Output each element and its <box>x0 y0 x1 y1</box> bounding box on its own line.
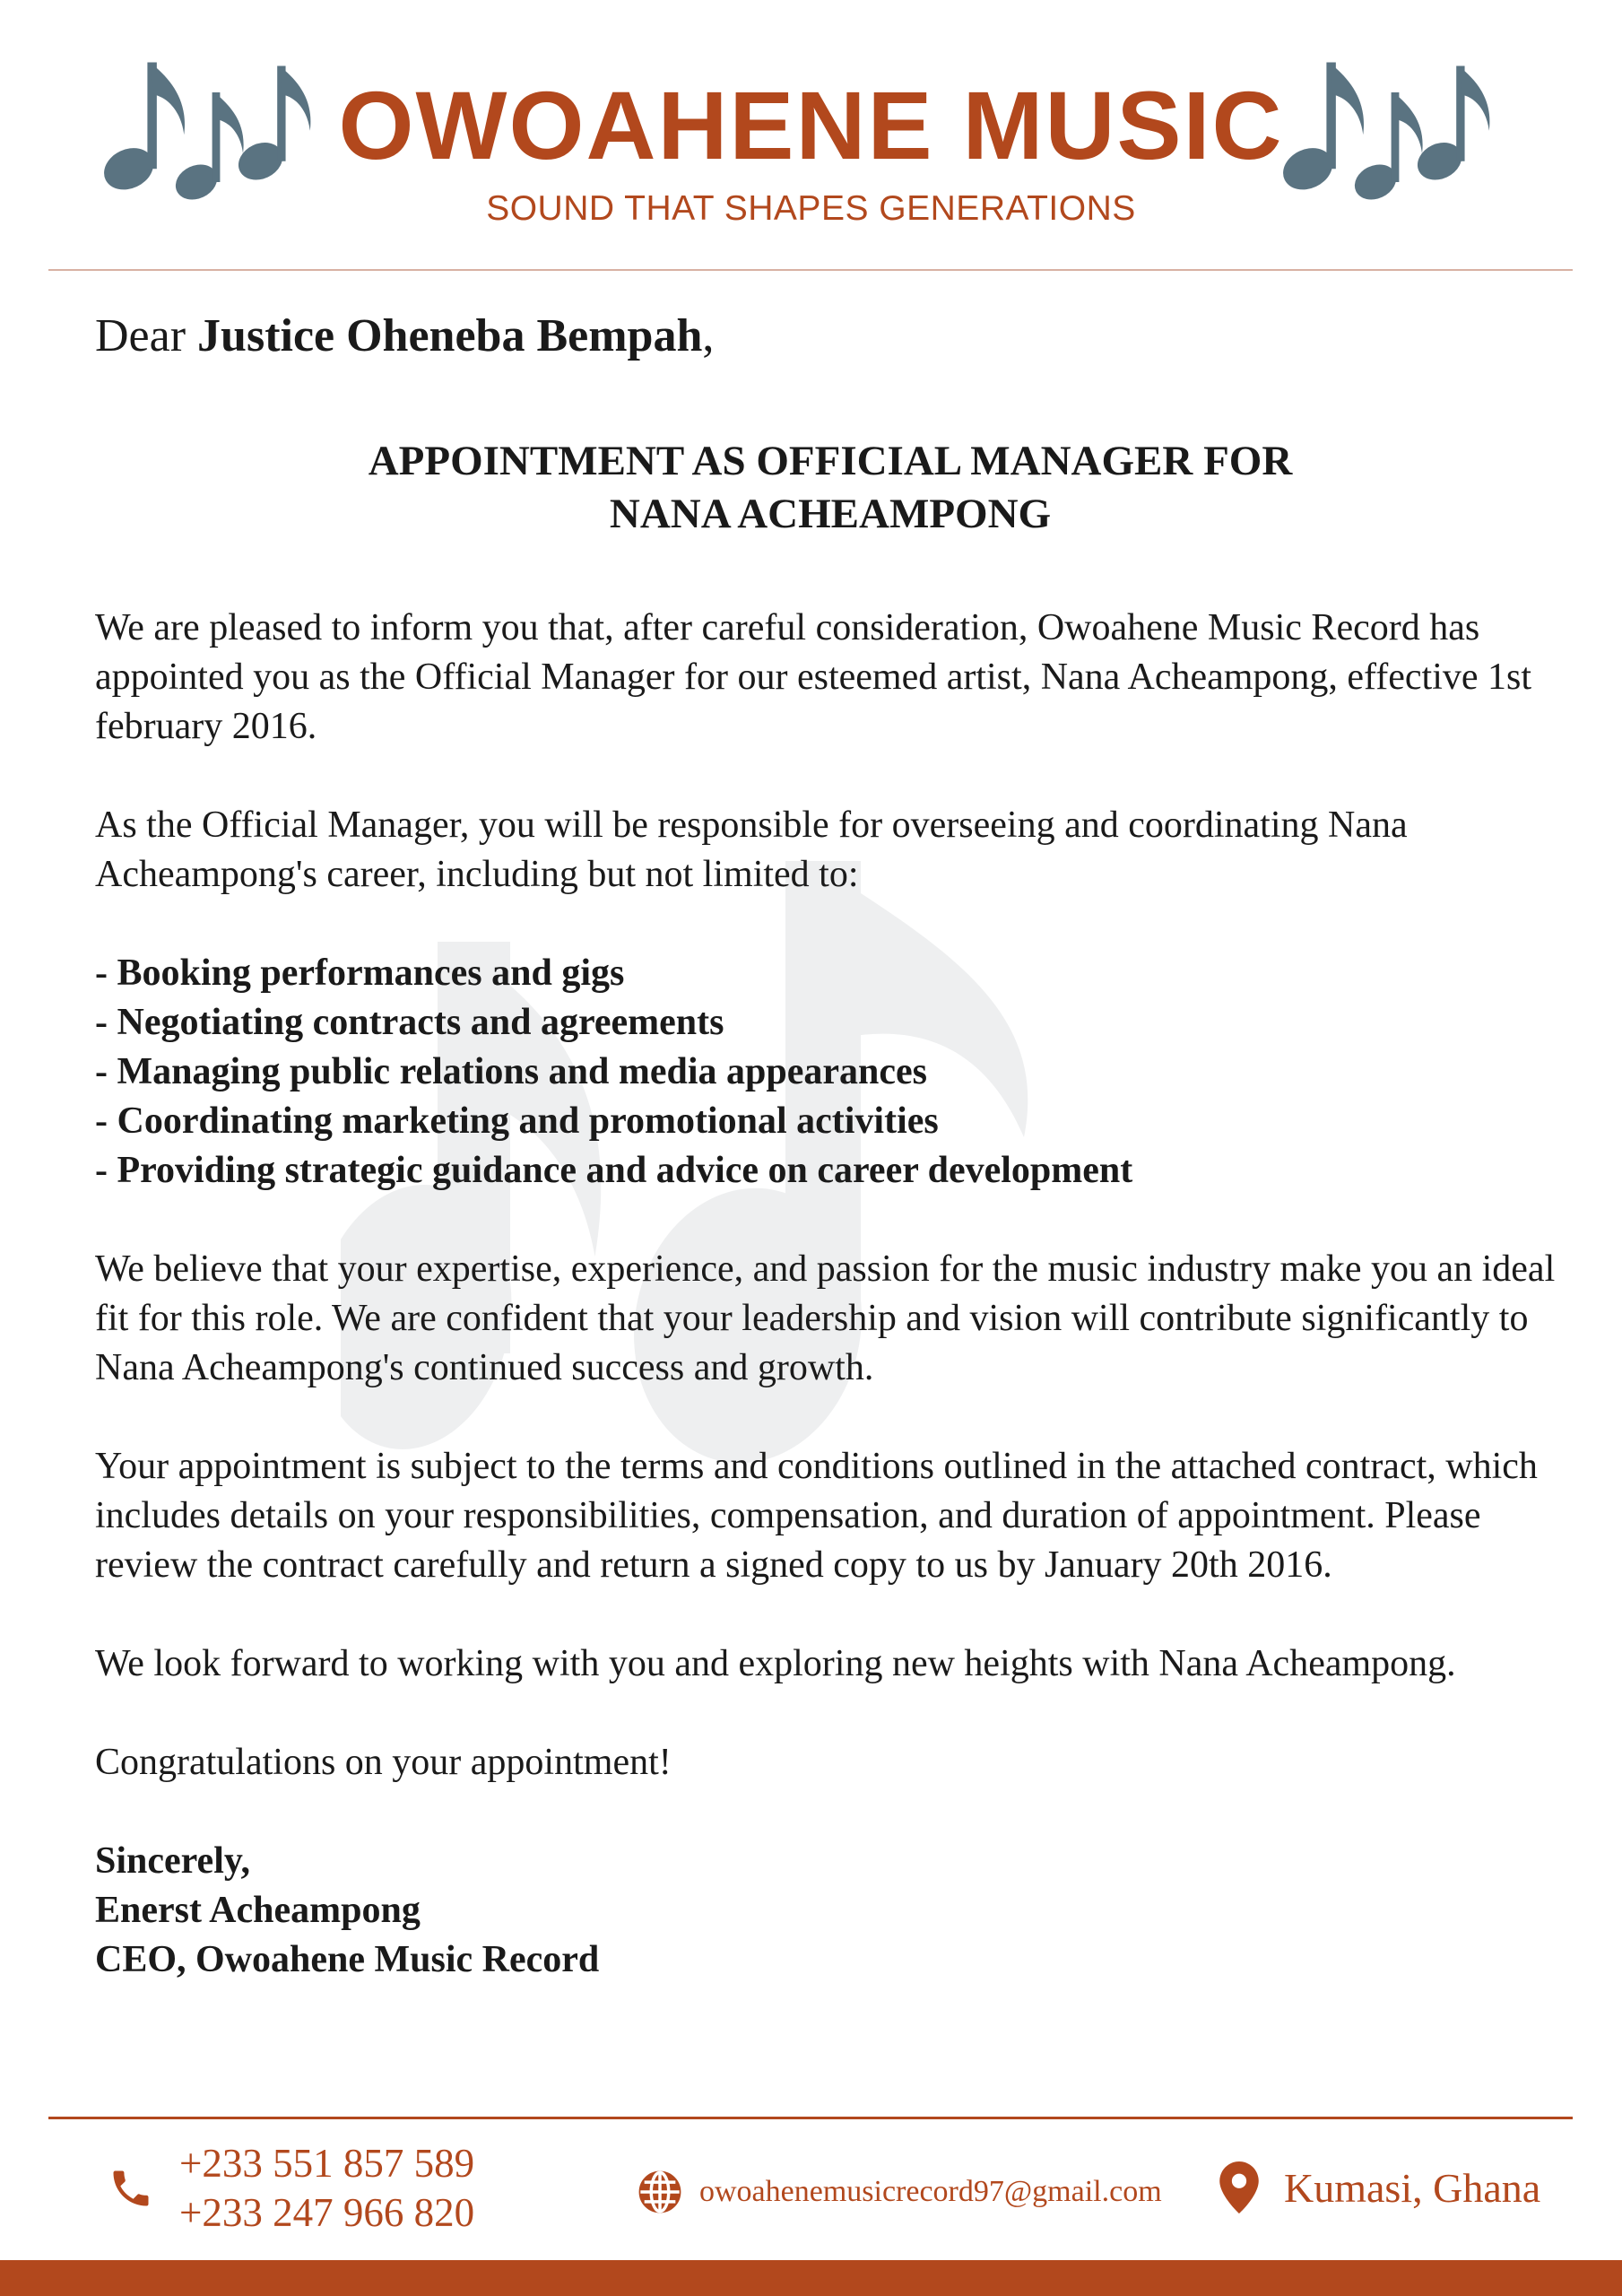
duty-item: - Negotiating contracts and agreements <box>95 1002 724 1043</box>
phone-icon <box>108 2165 154 2212</box>
paragraph-intro: We are pleased to inform you that, after careful consideration, Owoahene Music Record has appointed you as the Official Manager for our esteemed artist, Nana Acheampong, effective 1st february 2016. <box>95 607 1532 747</box>
signature-block <box>95 1837 1566 1985</box>
paragraph-look-forward: We look forward to working with you and exploring new heights with Nana Acheampong. <box>95 1643 1456 1684</box>
signer-name: Enerst Acheampong <box>95 1890 421 1931</box>
duty-item: - Booking performances and gigs <box>95 952 625 994</box>
header-divider <box>48 269 1573 271</box>
brand-tagline: SOUND THAT SHAPES GENERATIONS <box>486 189 1136 228</box>
duty-item: - Providing strategic guidance and advice on career development <box>95 1150 1133 1191</box>
signer-title: CEO, Owoahene Music Record <box>95 1939 600 1980</box>
phone-number-2[interactable]: +233 247 966 820 <box>179 2190 475 2235</box>
email-address[interactable]: owoahenemusicrecord97@gmail.com <box>699 2175 1162 2208</box>
duties-list <box>95 949 1566 1196</box>
location-text: Kumasi, Ghana <box>1284 2164 1541 2211</box>
location-pin-icon <box>1219 2161 1259 2213</box>
salutation-prefix: Dear <box>95 310 198 361</box>
brand-title: OWOAHENE MUSIC <box>338 71 1284 179</box>
subject-heading <box>95 435 1566 541</box>
closing: Sincerely, <box>95 1840 251 1882</box>
paragraph-terms: Your appointment is subject to the terms and conditions outlined in the attached contract, which includes details on your responsibilities, compensation, and duration of appointment. Please review the contract carefully and return a signed copy to us by January 20th 2016. <box>95 1446 1538 1586</box>
subject-line-1: APPOINTMENT AS OFFICIAL MANAGER FOR <box>368 438 1293 484</box>
paragraph-congratulations: Congratulations on your appointment! <box>95 1742 672 1783</box>
recipient-name: Justice Oheneba Bempah <box>197 310 703 361</box>
salutation-suffix: , <box>702 310 715 361</box>
letter-body <box>95 305 1566 1985</box>
globe-icon <box>637 2169 683 2215</box>
phone-number-1[interactable]: +233 551 857 589 <box>179 2141 475 2186</box>
footer-location <box>1219 2161 1540 2213</box>
subject-line-2: NANA ACHEAMPONG <box>609 491 1052 537</box>
salutation <box>95 305 1566 368</box>
duty-item: - Managing public relations and media appearances <box>95 1051 927 1092</box>
duty-item: - Coordinating marketing and promotional activities <box>95 1100 939 1142</box>
letterhead <box>0 72 1622 231</box>
footer-phones <box>108 2139 474 2238</box>
paragraph-responsibilities: As the Official Manager, you will be responsible for overseeing and coordinating Nana Acheampong's career, including but not limited to: <box>95 804 1408 895</box>
paragraph-belief: We believe that your expertise, experience, and passion for the music industry make you an ideal fit for this role. We are confident that your leadership and vision will contribute significantly to Nana Acheampong's continued success and growth. <box>95 1248 1556 1388</box>
footer-email <box>637 2169 1162 2215</box>
footer-bar <box>0 2260 1622 2296</box>
footer-divider <box>48 2117 1573 2119</box>
